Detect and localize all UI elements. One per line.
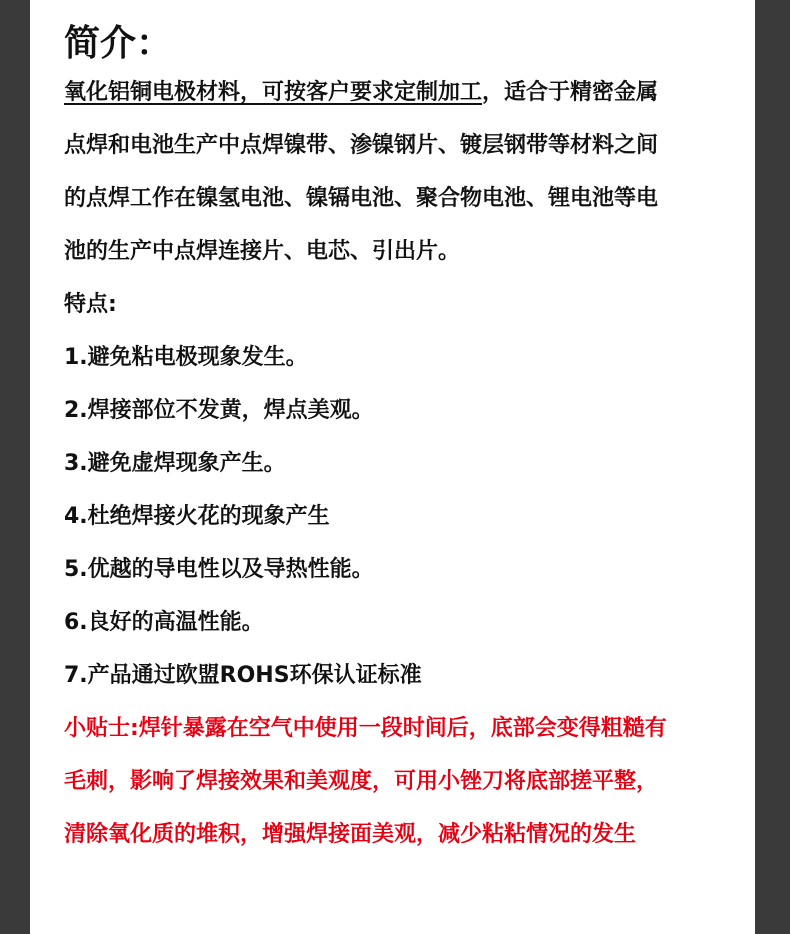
intro-line-3: 的点焊工作在镍氢电池、镍镉电池、聚合物电池、锂电池等电 bbox=[64, 186, 659, 211]
intro-highlight: 氧化铝铜电极材料，可按客户要求定制加工 bbox=[64, 80, 483, 105]
tip-line-2: 毛刺，影响了焊接效果和美观度，可用小锉刀将底部搓平整， bbox=[64, 769, 659, 794]
feature-item-3: 3.避免虚焊现象产生。 bbox=[64, 451, 286, 476]
feature-item-1: 1.避免粘电极现象发生。 bbox=[64, 345, 308, 370]
intro-line-1-rest: ，适合于精密金属 bbox=[482, 80, 659, 105]
intro-line-1 bbox=[64, 78, 658, 108]
intro-line-2: 点焊和电池生产中点焊镍带、渗镍钢片、镀层钢带等材料之间 bbox=[64, 133, 659, 158]
feature-item-5: 5.优越的导电性以及导热性能。 bbox=[64, 557, 374, 582]
tip-line-1: 小贴士:焊针暴露在空气中使用一段时间后，底部会变得粗糙有 bbox=[64, 716, 667, 741]
page-title: 简介： bbox=[64, 23, 173, 64]
intro-line-4: 池的生产中点焊连接片、电芯、引出片。 bbox=[64, 239, 461, 264]
document-page bbox=[30, 0, 755, 934]
feature-item-7: 7.产品通过欧盟ROHS环保认证标准 bbox=[64, 663, 422, 688]
features-heading: 特点: bbox=[64, 292, 117, 317]
feature-item-2: 2.焊接部位不发黄，焊点美观。 bbox=[64, 398, 374, 423]
feature-item-6: 6.良好的高温性能。 bbox=[64, 610, 264, 635]
tip-line-3: 清除氧化质的堆积，增强焊接面美观，减少粘粘情况的发生 bbox=[64, 822, 637, 847]
feature-item-4: 4.杜绝焊接火花的现象产生 bbox=[64, 504, 330, 529]
